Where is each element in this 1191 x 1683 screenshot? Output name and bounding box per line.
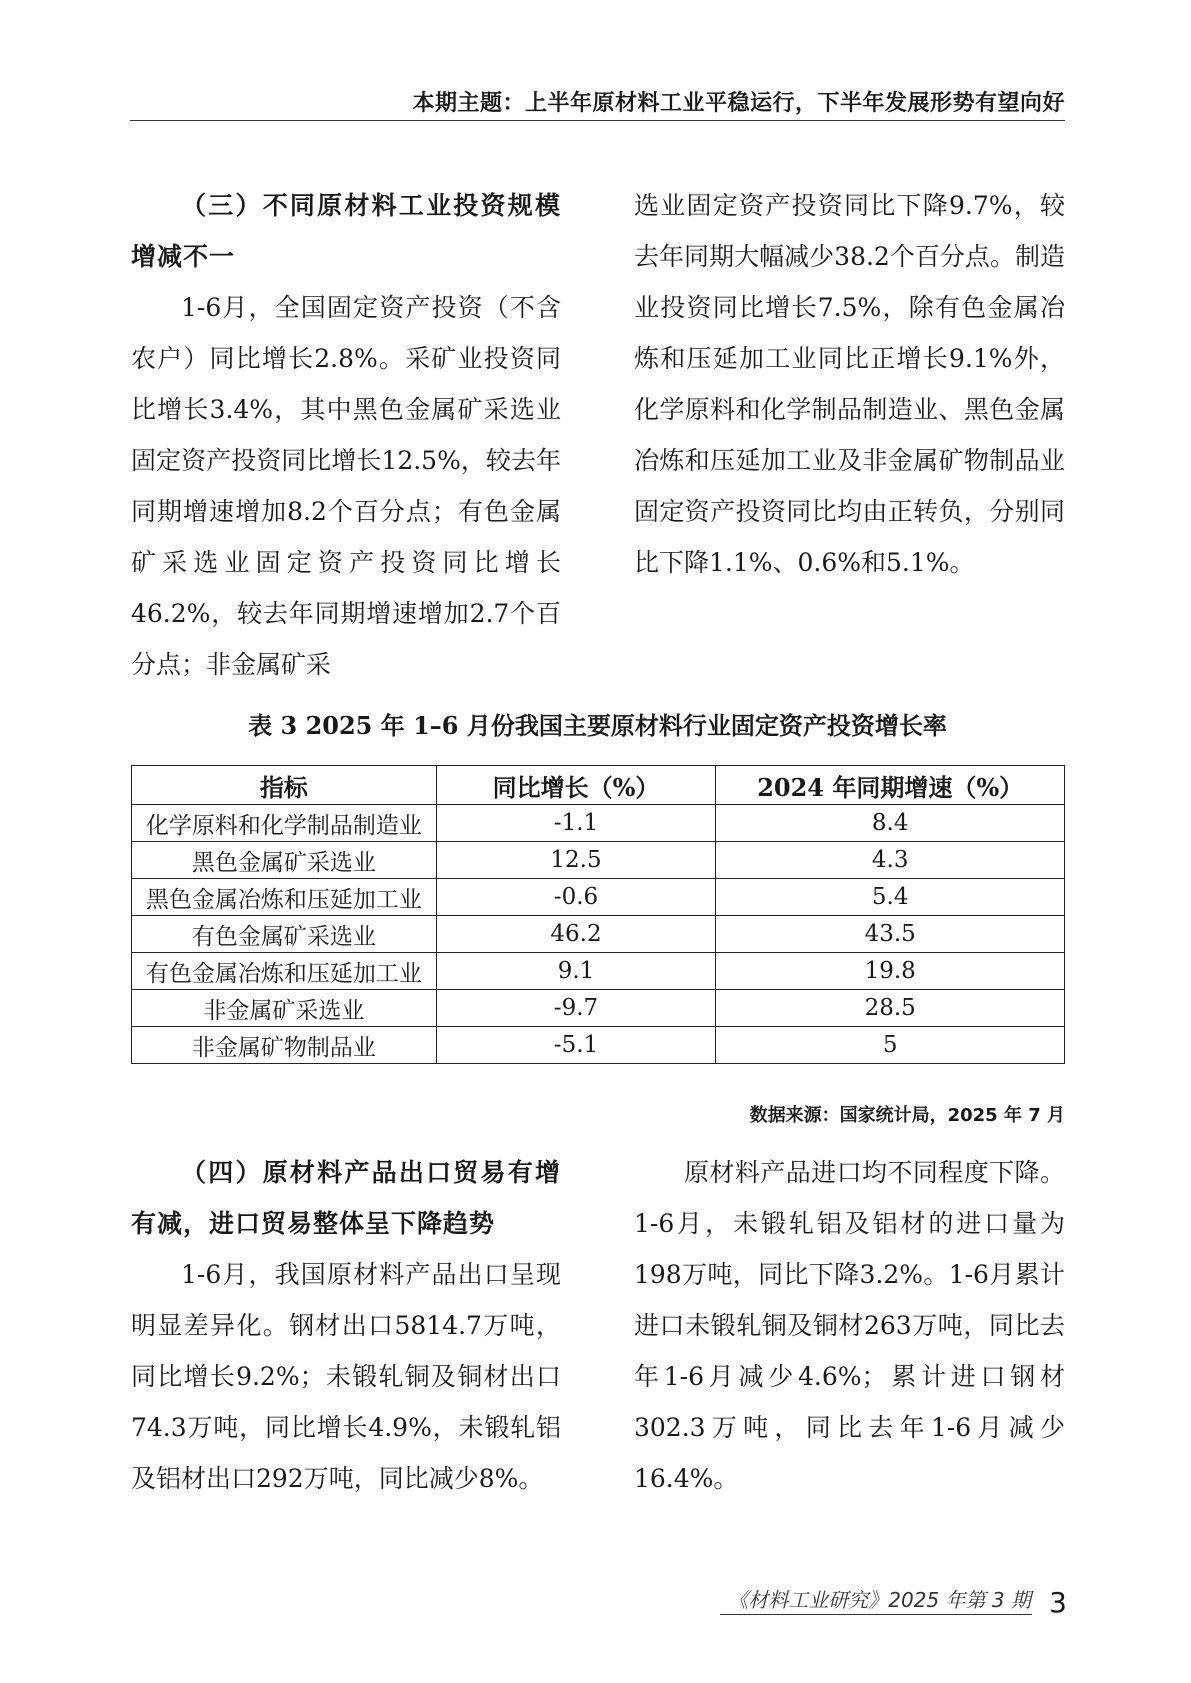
section4-left-column xyxy=(131,1147,561,1504)
row-indicator: 有色金属矿采选业 xyxy=(132,916,437,953)
section3-heading: （三）不同原材料工业投资规模增减不一 xyxy=(131,191,561,271)
row-yoy-growth: 46.2 xyxy=(436,916,716,953)
running-header xyxy=(130,80,1065,121)
row-indicator: 有色金属冶炼和压延加工业 xyxy=(132,953,437,990)
row-2024-growth: 43.5 xyxy=(716,916,1065,953)
section4-paragraph-right: 原材料产品进口均不同程度下降。1-6月，未锻轧铝及铝材的进口量为198万吨，同比下降3.2%。1-6月累计进口未锻轧铜及铜材263万吨，同比去年1-6月减少4.6%；累计进口钢材302.3万吨，同比去年1-6月减少16.4%。 xyxy=(634,1158,1065,1493)
section4-heading: （四）原材料产品出口贸易有增有减，进口贸易整体呈下降趋势 xyxy=(131,1158,561,1238)
row-2024-growth: 8.4 xyxy=(716,805,1065,842)
table-row xyxy=(132,916,1065,953)
header-indicator: 指标 xyxy=(132,766,437,805)
row-2024-growth: 4.3 xyxy=(716,842,1065,879)
header-yoy-growth: 同比增长（%） xyxy=(436,766,716,805)
header-title: 本期主题：上半年原材料工业平稳运行，下半年发展形势有望向好 xyxy=(412,91,1065,116)
table-row xyxy=(132,953,1065,990)
row-yoy-growth: -1.1 xyxy=(436,805,716,842)
section3-right-column xyxy=(634,180,1065,588)
header-2024-growth: 2024 年同期增速（%） xyxy=(716,766,1065,805)
row-yoy-growth: -5.1 xyxy=(436,1027,716,1064)
section4-right-column xyxy=(634,1147,1065,1504)
row-indicator: 非金属矿物制品业 xyxy=(132,1027,437,1064)
row-yoy-growth: -0.6 xyxy=(436,879,716,916)
row-2024-growth: 28.5 xyxy=(716,990,1065,1027)
row-yoy-growth: 12.5 xyxy=(436,842,716,879)
row-yoy-growth: 9.1 xyxy=(436,953,716,990)
page-number: 3 xyxy=(1049,1586,1067,1619)
table-caption: 表 3 2025 年 1–6 月份我国主要原材料行业固定资产投资增长率 xyxy=(248,711,947,740)
row-indicator: 黑色金属矿采选业 xyxy=(132,842,437,879)
section3-paragraph-left: 1-6月，全国固定资产投资（不含农户）同比增长2.8%。采矿业投资同比增长3.4%，其中黑色金属矿采选业固定资产投资同比增长12.5%，较去年同期增速增加8.2个百分点；有色金属矿采选业固定资产投资同比增长46.2%，较去年同期增速增加2.7个百分点；非金属矿采 xyxy=(131,293,561,679)
row-2024-growth: 5 xyxy=(716,1027,1065,1064)
investment-growth-table xyxy=(131,765,1065,1064)
table-row xyxy=(132,879,1065,916)
row-2024-growth: 19.8 xyxy=(716,953,1065,990)
data-source-note: 数据来源：国家统计局，2025 年 7 月 xyxy=(749,1105,1065,1126)
table-row xyxy=(132,1027,1065,1064)
table-row xyxy=(132,842,1065,879)
row-indicator: 非金属矿采选业 xyxy=(132,990,437,1027)
footer-rule xyxy=(720,1614,1032,1615)
row-yoy-growth: -9.7 xyxy=(436,990,716,1027)
section4-paragraph-left: 1-6月，我国原材料产品出口呈现明显差异化。钢材出口5814.7万吨，同比增长9.2%；未锻轧铜及铜材出口74.3万吨，同比增长4.9%，未锻轧铝及铝材出口292万吨，同比减少8%。 xyxy=(131,1260,561,1493)
table-row xyxy=(132,990,1065,1027)
table-row xyxy=(132,805,1065,842)
row-indicator: 化学原料和化学制品制造业 xyxy=(132,805,437,842)
section3-left-column xyxy=(131,180,561,690)
section3-paragraph-right: 选业固定资产投资同比下降9.7%，较去年同期大幅减少38.2个百分点。制造业投资同比增长7.5%，除有色金属冶炼和压延加工业同比正增长9.1%外，化学原料和化学制品制造业、黑色金属冶炼和压延加工业及非金属矿物制品业固定资产投资同比均由正转负，分别同比下降1.1%、0.6%和5.1%。 xyxy=(634,191,1065,577)
row-2024-growth: 5.4 xyxy=(716,879,1065,916)
table-header-row xyxy=(132,766,1065,805)
row-indicator: 黑色金属冶炼和压延加工业 xyxy=(132,879,437,916)
footer-journal-title: 《材料工业研究》2025 年第 3 期 xyxy=(728,1588,1031,1612)
